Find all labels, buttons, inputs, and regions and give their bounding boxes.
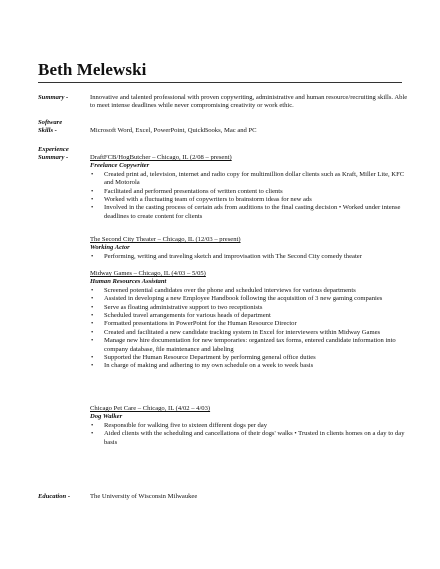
software-skills-text: Microsoft Word, Excel, PowerPoint, QuickBooks, Mac and PC <box>90 127 257 134</box>
job-entry <box>90 154 408 221</box>
job-bullet: • Responsible for walking five to sixteen different dogs per day <box>90 422 408 430</box>
job-title: Human Resources Assistant <box>90 278 167 286</box>
job-entry <box>90 405 408 447</box>
job-bullet-list <box>90 171 408 221</box>
job-entry <box>90 270 408 371</box>
education-label: Education - <box>38 493 71 500</box>
job-bullet-list <box>90 253 408 261</box>
job-bullet: • Created and facilitated a new candidate tracking system in Excel for interviewers within Midway Games <box>90 329 408 337</box>
job-entry <box>90 236 408 261</box>
job-header: Chicago Pet Care – Chicago, IL (4/02 – 4/03) <box>90 405 211 412</box>
software-label-line1: Software <box>38 119 63 126</box>
job-title: Freelance Copywriter <box>90 162 150 170</box>
job-bullet: • Serve as floating administrative support to two receptionists <box>90 304 408 312</box>
summary-label: Summary - <box>38 94 69 101</box>
job-bullet: • In charge of making and adhering to my own schedule on a week to week basis <box>90 362 408 370</box>
job-bullet: • Scheduled travel arrangements for various heads of department <box>90 312 408 320</box>
education-text: The University of Wisconsin Milwaukee <box>90 493 198 500</box>
job-bullet: • Supported the Human Resource Department by performing general office duties <box>90 354 408 362</box>
software-label-line2: Skills - <box>38 127 57 135</box>
job-bullet: • Screened potential candidates over the phone and scheduled interviews for various departments <box>90 287 408 295</box>
job-bullet-list <box>90 287 408 371</box>
job-bullet-list <box>90 422 408 447</box>
experience-label-line2: Summary - <box>38 154 69 162</box>
job-header: The Second City Theater – Chicago, IL (12/03 – present) <box>90 236 241 243</box>
experience-label-line1: Experience <box>38 146 69 153</box>
name-underline-divider <box>38 82 402 83</box>
job-bullet: • Worked with a fluctuating team of copywriters to brainstorm ideas for new ads <box>90 196 408 204</box>
job-bullet: • Manage new hire documentation for new temporaries: organized tax forms, entered candidate information into company database, file maintenance and labeling <box>90 337 408 354</box>
job-bullet: • Assisted in developing a new Employee Handbook following the acquisition of 3 new gaming companies <box>90 295 408 303</box>
job-bullet: • Facilitated and performed presentations of written content to clients <box>90 188 408 196</box>
candidate-name: Beth Melewski <box>38 60 147 79</box>
job-bullet: • Aided clients with the scheduling and cancellations of their dogs' walks • Trusted in clients homes on a day to day basis <box>90 430 408 447</box>
job-bullet: • Formatted presentations in PowerPoint for the Human Resource Director <box>90 320 408 328</box>
summary-text: Innovative and talented professional with proven copywriting, administrative and human resource/recruiting skills. Able to meet intense deadlines while never compromising creativity or work ethic. <box>90 94 408 110</box>
experience-summary-label <box>38 146 88 163</box>
job-header: DraftFCB/HogButcher – Chicago, IL (2/08 – present) <box>90 154 232 161</box>
job-bullet: • Created print ad, television, internet and radio copy for multimillion dollar clients such as Kraft, Miller Lite, KFC and Motorola <box>90 171 408 188</box>
job-title: Dog Walker <box>90 413 123 421</box>
job-bullet: • Performing, writing and traveling sketch and improvisation with The Second City comedy theater <box>90 253 408 261</box>
job-header: Midway Games – Chicago, IL (4/03 – 5/05) <box>90 270 206 277</box>
software-skills-label <box>38 119 88 136</box>
job-title: Working Actor <box>90 244 130 252</box>
job-bullet: • Involved in the casting process of certain ads from auditions to the final casting decision • Worked under intense deadlines to create content for clients <box>90 204 408 221</box>
